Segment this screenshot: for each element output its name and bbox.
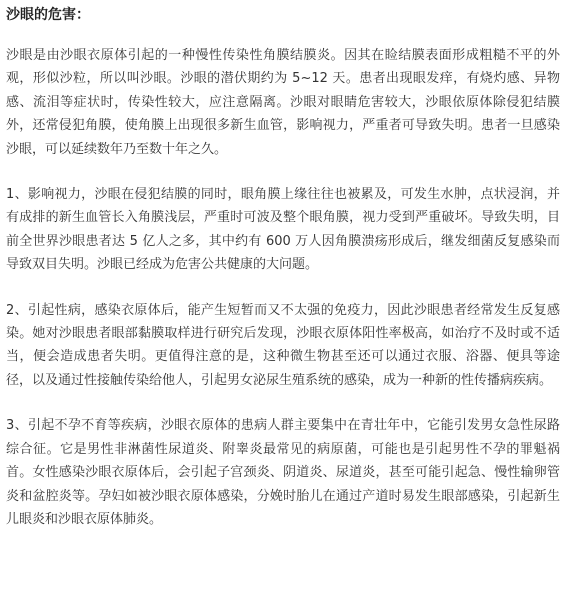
paragraph-std: 2、引起性病，感染衣原体后，能产生短暂而又不太强的免疫力，因此沙眼患者经常发生反复感染。她对沙眼患者眼部黏膜取样进行研究后发现，沙眼衣原体阳性率极高，如治疗不及时或不适当，便会造成患者失明。更值得注意的是，这种微生物甚至还可以通过衣服、浴器、便具等途径，以及通过性接触传染给他人，引起男女泌尿生殖系统的感染，成为一种新的性传播病疾病。 [6, 302, 560, 388]
article-title: 沙眼的危害： [6, 7, 90, 23]
paragraph-infertility: 3、引起不孕不育等疾病，沙眼衣原体的患病人群主要集中在青壮年中，它能引发男女急性尿路综合征。它是男性非淋菌性尿道炎、附睾炎最常见的病原菌，可能也是引起男性不孕的罪魁祸首。女性感染沙眼衣原体后，会引起子宫颈炎、阴道炎、尿道炎，甚至可能引起急、慢性输卵管炎和盆腔炎等。孕妇如被沙眼衣原体感染，分娩时胎儿在通过产道时易发生眼部感染，引起新生儿眼炎和沙眼衣原体肺炎。 [6, 418, 560, 527]
paragraph-vision: 1、影响视力，沙眼在侵犯结膜的同时，眼角膜上缘往往也被累及，可发生水肿，点状浸润，并有成排的新生血管长入角膜浅层，严重时可波及整个眼角膜，视力受到严重破坏。导致失明，目前全世界沙眼患者达 5 亿人之多，其中约有 600 万人因角膜溃疡形成后，继发细菌反复感染而导致双目失明。沙眼已经成为危害公共健康的大问题。 [6, 187, 560, 273]
paragraph-intro: 沙眼是由沙眼衣原体引起的一种慢性传染性角膜结膜炎。因其在睑结膜表面形成粗糙不平的外观，形似沙粒，所以叫沙眼。沙眼的潜伏期约为 5~12 天。患者出现眼发痒，有烧灼感、异物感、流泪等症状时，传染性较大，应注意隔离。沙眼对眼睛危害较大，沙眼依原体除侵犯结膜外，还常侵犯角膜，使角膜上出现很多新生血管，影响视力，严重者可导致失明。患者一旦感染沙眼，可以延续数年乃至数十年之久。 [6, 48, 560, 157]
